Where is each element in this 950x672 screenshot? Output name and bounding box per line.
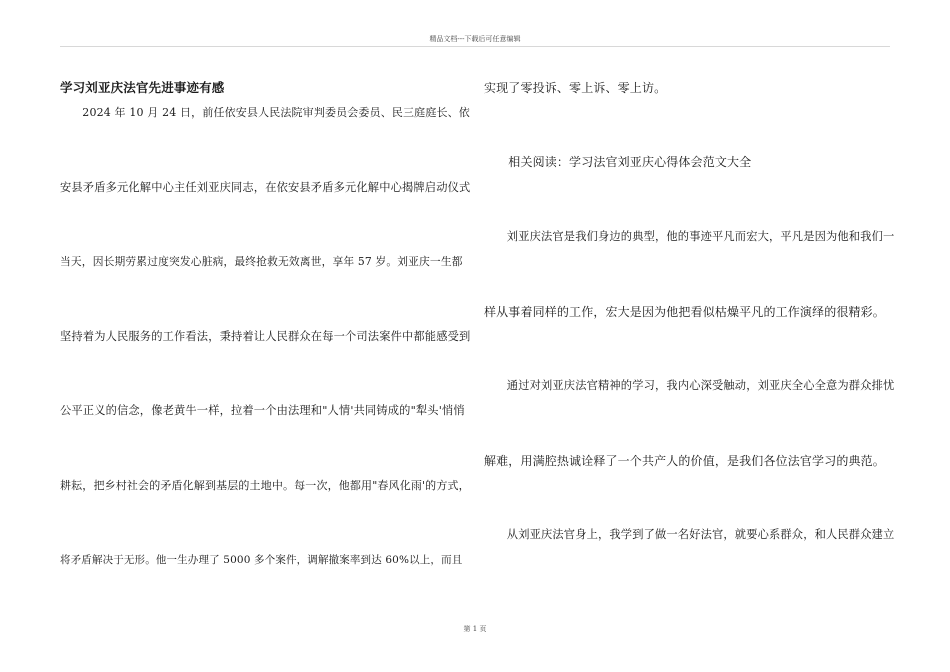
paragraph-line: 样从事着同样的工作，宏大是因为他把看似枯燥平凡的工作演绎的很精彩。 bbox=[484, 305, 885, 319]
paragraph-line: 刘亚庆法官是我们身边的典型，他的事迹平凡而宏大，平凡是因为他和我们一 bbox=[484, 230, 895, 243]
paragraph-line: 解难，用满腔热诚诠释了一个共产人的价值，是我们各位法官学习的典范。 bbox=[484, 454, 885, 468]
paragraph-line: 耕耘，把乡村社会的矛盾化解到基层的土地中。每一次，他都用"春风化雨'的方式， bbox=[60, 479, 470, 492]
paragraph-line: 将矛盾解决于无形。他一生办理了 5000 多个案件，调解撤案率到达 60%以上，而且 bbox=[60, 554, 463, 566]
page-header: 精品文档---下载后可任意编辑 bbox=[429, 35, 521, 43]
header-divider bbox=[60, 46, 890, 47]
article-title: 学习刘亚庆法官先进事迹有感 bbox=[60, 80, 225, 95]
paragraph-line: 实现了零投诉、零上诉、零上访。 bbox=[484, 81, 667, 95]
paragraph-line: 从刘亚庆法官身上，我学到了做一名好法官，就要心系群众，和人民群众建立 bbox=[484, 528, 895, 541]
paragraph-line: 公平正义的信念，像老黄牛一样，拉着一个由法理和"人情'共同铸成的"犁头'悄悄 bbox=[60, 404, 465, 417]
page-number: 第 1 页 bbox=[463, 625, 487, 633]
paragraph-line: 安县矛盾多元化解中心主任刘亚庆同志，在依安县矛盾多元化解中心揭牌启动仪式 bbox=[60, 181, 471, 194]
paragraph-line: 当天，因长期劳累过度突发心脏病，最终抢救无效离世，享年 57 岁。刘亚庆一生都 bbox=[60, 255, 463, 268]
paragraph-line: 通过对刘亚庆法官精神的学习，我内心深受触动，刘亚庆全心全意为群众排忧 bbox=[484, 379, 895, 392]
paragraph-line: 坚持着为人民服务的工作看法，秉持着让人民群众在每一个司法案件中都能感受到 bbox=[60, 330, 471, 343]
paragraph-line: 2024 年 10 月 24 日，前任依安县人民法院审判委员会委员、民三庭庭长、依 bbox=[60, 106, 470, 119]
related-reading-line: 相关阅读：学习法官刘亚庆心得体会范文大全 bbox=[484, 155, 752, 169]
